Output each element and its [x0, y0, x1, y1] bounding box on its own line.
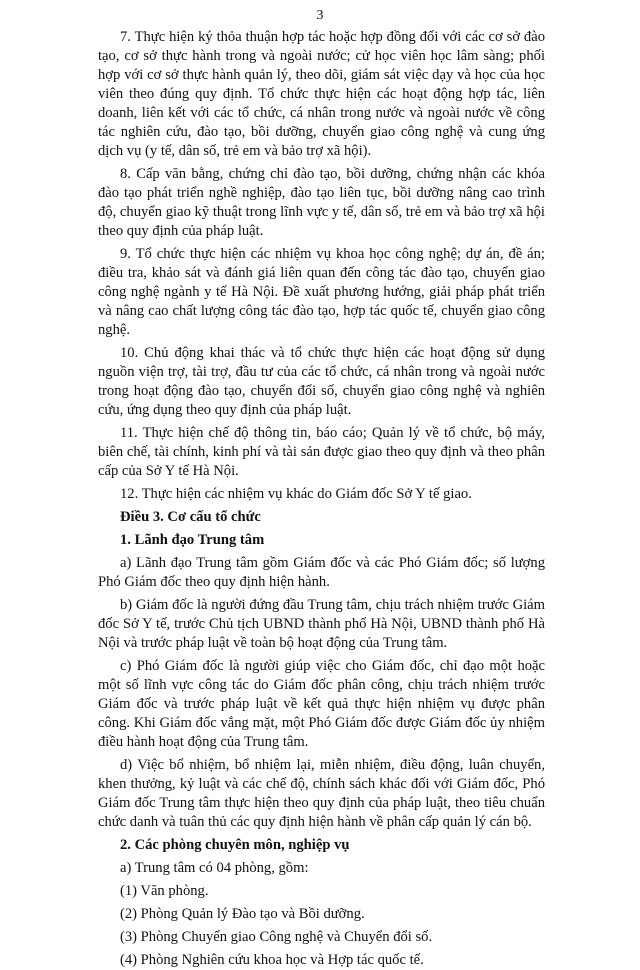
paragraph-item-11: 11. Thực hiện chế độ thông tin, báo cáo; Quản lý về tổ chức, bộ máy, biên chế, tài chính, kinh phí và tài sản được giao theo quy định và theo phân cấp của Sở Y tế Hà Nội. [98, 425, 545, 479]
section-1-item-b: b) Giám đốc là người đứng đầu Trung tâm, chịu trách nhiệm trước Giám đốc Sở Y tế, trước Chủ tịch UBND thành phố Hà Nội, UBND thành phố Hà Nội và trước pháp luật về toàn bộ hoạt động của Trung tâm. [98, 597, 545, 651]
department-item: (4) Phòng Nghiên cứu khoa học và Hợp tác quốc tế. [120, 952, 424, 968]
paragraph-item-7: 7. Thực hiện ký thỏa thuận hợp tác hoặc hợp đồng đối với các cơ sở đào tạo, cơ sở thực hành trong và ngoài nước; cử học viên học lâm sàng; phối hợp với cơ sở thực hành quản lý, theo dõi, giám sát việc dạy và học của học viên theo đúng quy định. Tổ chức thực hiện các hoạt động hợp tác, liên doanh, liên kết với các tổ chức, cá nhân trong nước và ngoài nước về công tác nghiên cứu, đào tạo, bồi dưỡng, chuyển giao công nghệ và cung ứng dịch vụ (y tế, dân số, trẻ em và bảo trợ xã hội). [98, 29, 545, 159]
document-body [98, 28, 545, 970]
department-item: (1) Văn phòng. [120, 883, 209, 899]
paragraph-item-8: 8. Cấp văn bằng, chứng chỉ đào tạo, bồi dưỡng, chứng nhận các khóa đào tạo phát triển nghề nghiệp, đào tạo liên tục, bồi dưỡng nâng cao trình độ, chuyển giao kỹ thuật trong lĩnh vực y tế, dân số, trẻ em và bảo trợ xã hội theo quy định của pháp luật. [98, 166, 545, 239]
article-3-heading: Điều 3. Cơ cấu tổ chức [120, 509, 261, 525]
department-item: (2) Phòng Quản lý Đào tạo và Bồi dưỡng. [120, 906, 365, 922]
page-number: 3 [316, 8, 324, 23]
section-1-heading: 1. Lãnh đạo Trung tâm [120, 532, 265, 548]
section-1-item-a: a) Lãnh đạo Trung tâm gồm Giám đốc và các Phó Giám đốc; số lượng Phó Giám đốc theo quy định hiện hành. [98, 555, 545, 590]
paragraph-item-9: 9. Tổ chức thực hiện các nhiệm vụ khoa học công nghệ; dự án, đề án; điều tra, khảo sát và đánh giá liên quan đến công tác đào tạo, chuyển giao công nghệ ngành y tế Hà Nội. Đề xuất phương hướng, giải pháp phát triển và nâng cao chất lượng công tác đào tạo, hợp tác quốc tế, chuyển giao công nghệ. [98, 246, 545, 338]
department-item: (3) Phòng Chuyển giao Công nghệ và Chuyển đổi số. [120, 929, 433, 945]
paragraph-item-10: 10. Chủ động khai thác và tổ chức thực hiện các hoạt động sử dụng nguồn viện trợ, tài trợ, đầu tư của các tổ chức, cá nhân trong và ngoài nước trong hoạt động đào tạo, chuyển đổi số, chuyển giao công nghệ và nghiên cứu, ứng dụng theo quy định của pháp luật. [98, 345, 545, 418]
section-2-intro: a) Trung tâm có 04 phòng, gồm: [120, 860, 309, 876]
section-2-heading: 2. Các phòng chuyên môn, nghiệp vụ [120, 837, 350, 853]
section-1-item-c: c) Phó Giám đốc là người giúp việc cho Giám đốc, chỉ đạo một hoặc một số lĩnh vực công tác do Giám đốc phân công, chịu trách nhiệm trước Giám đốc và trước pháp luật về kết quả thực hiện nhiệm vụ được phân công. Khi Giám đốc vắng mặt, một Phó Giám đốc được Giám đốc ủy nhiệm điều hành hoạt động của Trung tâm. [98, 658, 545, 750]
paragraph-item-12: 12. Thực hiện các nhiệm vụ khác do Giám đốc Sở Y tế giao. [120, 486, 472, 502]
section-1-item-d: d) Việc bổ nhiệm, bổ nhiệm lại, miễn nhiệm, điều động, luân chuyển, khen thưởng, kỷ luật và các chế độ, chính sách khác đối với Giám đốc, Phó Giám đốc Trung tâm thực hiện theo quy định của pháp luật, theo tiêu chuẩn chức danh và tuân thủ các quy định hiện hành về phân cấp quản lý cán bộ. [98, 757, 545, 830]
